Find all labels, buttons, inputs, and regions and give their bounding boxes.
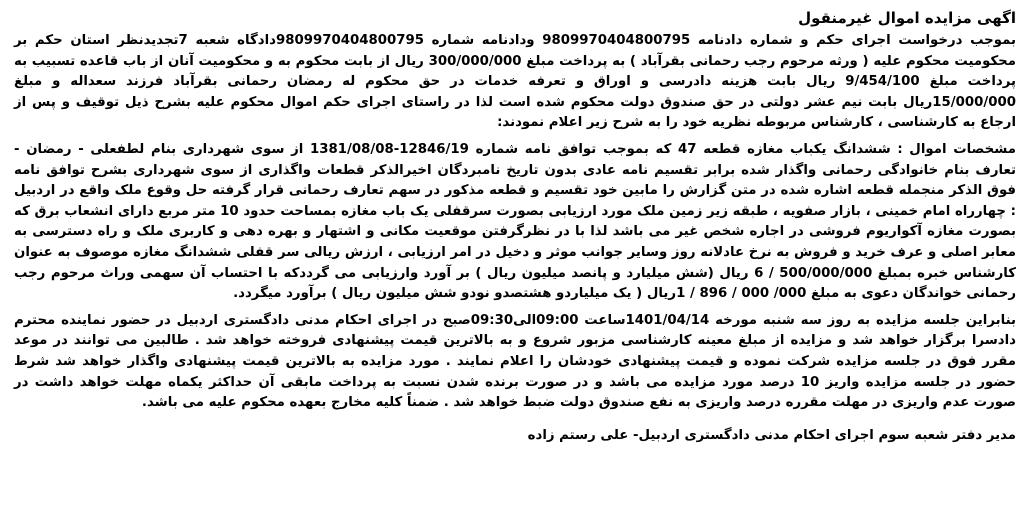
notice-title: اگهی مزایده اموال غیرمنقول [798,9,1016,27]
notice-paragraph-judgment: بموجب درخواست اجرای حکم و شماره دادنامه 9809970404800795 ودادنامه شماره 9809970404800795دادگاه شعبه 7تجدیدنظر استان حکم بر محکومیت محکوم علیه ( ورثه مرحوم رجب رحمانی بقرآباد ) به پرداخت مبلغ 300/000/000 ریال از بابت محکوم به و محکومیت آنان از باب قاعده تسبیب به پرداخت مبلغ 9/454/100 ریال بابت هزینه دادرسی و اوراق و تعرفه خدمات در حق محکوم له رمضان رحمانی بقرآباد فرزند سعداله و مبلغ 15/000/000ریال بابت نیم عشر دولتی در حق صندوق دولت محکوم شده است لذا در راستای اجرای حکم اموال محکوم علیه بشرح ذیل توقیف و پس از ارجاع به کارشناسی ، کارشناس مربوطه نظریه خود را به شرح زیر اعلام نمودند: [14,33,1016,131]
notice-signature: مدیر دفتر شعبه سوم اجرای احکام مدنی دادگستری اردبیل- علی رستم زاده [527,427,1016,443]
paragraph-spacer [14,414,1016,426]
notice-paragraph-auction-terms: بنابراین جلسه مزایده به روز سه شنبه مورخه 1401/04/14ساعت 09:00الی09:30صبح در اجرای احکام مدنی دادگستری اردبیل در حضور نماینده محترم دادسرا برگزار خواهد شد و مزایده از مبلغ معینه کارشناسی مزبور شروع و به بالاترین قیمت پیشنهادی فروخته خواهد شد . طالبین می توانند در موعد مقرر فوق در جلسه مزایده شرکت نموده و قیمت پیشنهادی خودشان را اعلام نمایند . مورد مزایده به بالاترین قیمت پیشنهادی واگذار خواهد شد شرط حضور در جلسه مزایده واریز 10 درصد مورد مزایده می باشد و در صورت برنده شدن نسبت به پرداخت مابقی آن حداکثر یکماه مهلت خواهد داشت در صورت عدم واریزی در مهلت مقرره درصد واریزی به نفع صندوق دولت ضبط خواهد شد . ضمناً کلیه مخارج بعهده محکوم علیه می باشد. [14,312,1017,411]
notice-paragraph-property-details: مشخصات اموال : ششدانگ یکباب مغازه قطعه 47 که بموجب توافق نامه شماره 12846/19-1381/08/08 از سوی شهرداری بنام لطفعلی - رمضان - تعارف بنام خانوادگی رحمانی واگذار شده برابر تقسیم نامه عادی بدون تاریخ نامبردگان اخیرالذکر قطعات واگذاری از سوی شهرداری بشرح توافق نامه فوق الذکر منجمله قطعه اشاره شده در متن گزارش را مابین خود تقسیم و قطعه مذکور در سهم تعارف رحمانی قرار گرفته حل وقوع ملک واقع در اردبیل : چهارراه امام خمینی ، بازار صفویه ، طبقه زیر زمین ملک مورد ارزیابی بصورت سرقفلی یک باب مغازه بمساحت حدود 10 متر مربع دارای انشعاب برق که بصورت مغازه آکواریوم فروشی در اجاره شخص غیر می باشد لذا با در نظرگرفتن موقعیت مکانی و اشتهار و بهره دهی و کاربری ملک و راه دسترسی به معابر اصلی و عرف خرید و فروش به نرخ عادلانه روز وسایر جوانب موثر و دخیل در امر ارزیابی ، ارزش ریالی سر قفلی ششدانگ مغازه موصوف به عنوان کارشناس خبره بمبلغ 500/000/000 / 6 ریال (شش میلیارد و پانصد میلیون ریال ) بر آورد وارزیابی می گرددکه با احتساب آن سهمی وراث مرحوم رجب رحمانی خواندگان دعوی به مبلغ 000/ 000 / 896 / 1ریال ( یک میلیاردو هشتصدو نودو شش میلیون ریال ) برآورد میگردد. [14,141,1017,302]
